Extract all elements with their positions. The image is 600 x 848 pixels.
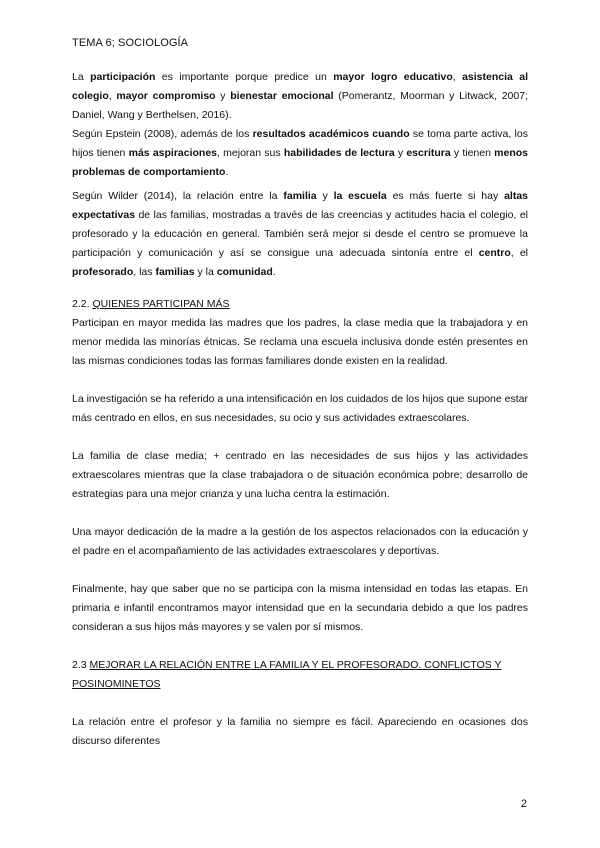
text-run: . [225, 166, 229, 178]
paragraph-participation-importance [72, 68, 528, 125]
bold-term: la escuela [333, 190, 387, 202]
document-body [72, 68, 528, 751]
bold-term: altas expectativas [72, 190, 529, 221]
text-run: , mejoran sus [217, 147, 284, 159]
text-run: (Pomerantz, Moorman y Litwack, 2007; Daniel, Wang y Berthelsen, 2016). [72, 90, 528, 121]
paragraph-who-participates: Participan en mayor medida las madres que los padres, la clase media que la trabajadora y en menor medida las minorías étnicas. Se reclama una escuela inclusiva donde estén presentes en las mismas condiciones todas las formas familiares donde existen en la realidad. [72, 317, 528, 367]
paragraph-wilder [72, 187, 528, 282]
text-run: La [72, 71, 91, 83]
text-run: se toma parte activa, los hijos tienen [72, 128, 528, 159]
bold-term: escritura [406, 147, 451, 159]
bold-term: familias [155, 266, 195, 278]
text-run: , [108, 90, 117, 102]
text-run: Según Epstein (2008), además de los [72, 128, 253, 140]
text-run: es importante porque predice un [155, 71, 334, 83]
bold-term: familia [283, 190, 317, 202]
paragraph-middle-class: La familia de clase media; + centrado en las necesidades de sus hijos y las actividades extraescolares mientras que la clase trabajadora o de situación económica pobre; desarrollo de estrategias para una mejor crianza y una lucha centra la estimación. [72, 450, 528, 500]
section-title: QUIENES PARTICIPAN MÁS [92, 298, 230, 310]
section-number: 2.3 [72, 659, 90, 671]
text-run: y tienen [450, 147, 495, 159]
paragraph-epstein [72, 125, 528, 182]
text-run: y la [194, 266, 217, 278]
bold-term: profesorado [72, 266, 134, 278]
paragraph-research: La investigación se ha referido a una intensificación en los cuidados de los hijos que supone estar más centrado en ellos, en sus necesidades, su ocio y sus actividades extraescolares. [72, 393, 528, 424]
bold-term: más aspiraciones [128, 147, 218, 159]
section-heading-2-3 [72, 656, 528, 694]
text-run: , el [510, 247, 529, 259]
section-title: MEJORAR LA RELACIÓN ENTRE LA FAMILIA Y EL PROFESORADO. CONFLICTOS Y POSINOMINETOS [72, 659, 502, 690]
bold-term: mayor compromiso [116, 90, 216, 102]
text-run: . [272, 266, 276, 278]
page-number: 2 [520, 798, 527, 810]
text-run: y [215, 90, 231, 102]
running-header: TEMA 6; SOCIOLOGÍA [72, 37, 189, 49]
bold-term: centro [478, 247, 511, 259]
bold-term: comunidad [216, 266, 273, 278]
paragraph-relationship: La relación entre el profesor y la familia no siempre es fácil. Apareciendo en ocasiones dos discurso diferentes [72, 716, 528, 747]
section-heading-2-2 [72, 295, 528, 314]
text-run: es más fuerte si hay [386, 190, 505, 202]
text-run: de las familias, mostradas a través de las creencias y actitudes hacia el colegio, el profesorado y la educación en general. También será mejor si desde el centro se promueve la participación y comunicación y así se consigue una adecuada sintonía entre el [72, 209, 528, 259]
section-number: 2.2. [72, 298, 93, 310]
text-run: Según Wilder (2014), la relación entre la [72, 190, 284, 202]
bold-term: bienestar emocional [230, 90, 334, 102]
text-run: y [316, 190, 334, 202]
bold-term: participación [90, 71, 156, 83]
paragraph-stages: Finalmente, hay que saber que no se participa con la misma intensidad en todas las etapas. En primaria e infantil encontramos mayor intensidad que en la secundaria debido a que los padres consideran a sus hijos más mayores y se valen por sí mismos. [72, 583, 528, 633]
text-run: , [452, 71, 463, 83]
paragraph-mother-father: Una mayor dedicación de la madre a la gestión de los aspectos relacionados con la educación y el padre en el acompañamiento de las actividades extraescolares y deportivas. [72, 526, 528, 557]
bold-term: menos problemas de comportamiento [72, 147, 528, 178]
bold-term: mayor logro educativo [333, 71, 453, 83]
text-run: y [394, 147, 407, 159]
text-run: , las [133, 266, 156, 278]
bold-term: resultados académicos cuando [252, 128, 410, 140]
bold-term: habilidades de lectura [283, 147, 395, 159]
bold-term: asistencia al colegio [72, 71, 528, 102]
